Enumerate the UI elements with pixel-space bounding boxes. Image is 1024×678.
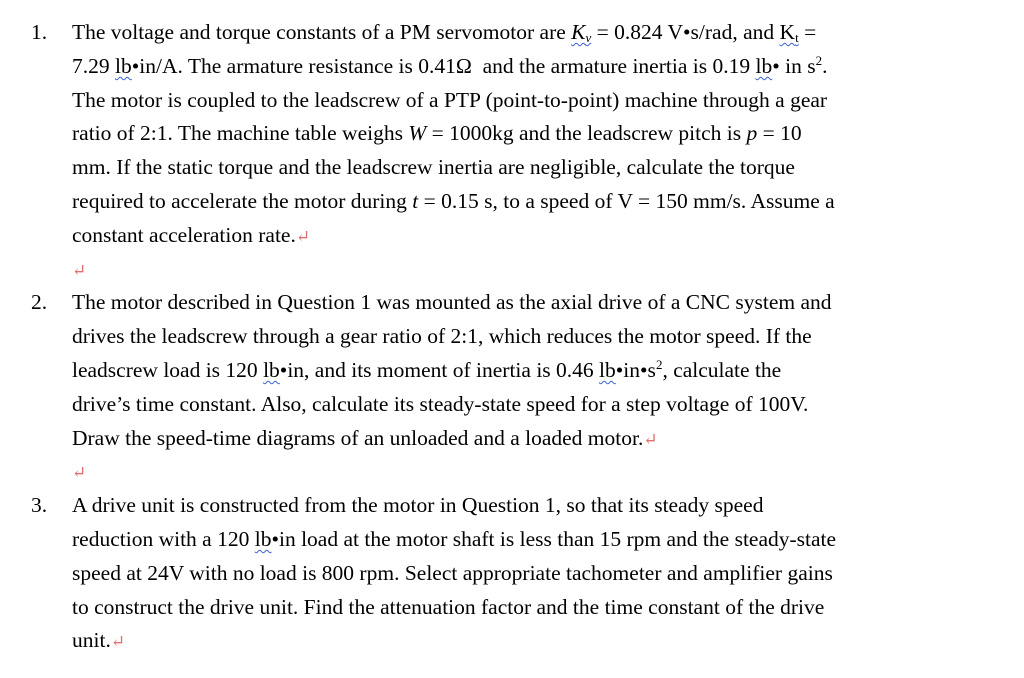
symbol-subscript: v: [585, 30, 592, 45]
question-3: [0, 489, 1024, 658]
text-run: unit.: [72, 628, 111, 653]
text-run: 7.29: [72, 53, 115, 78]
text-line[interactable]: [72, 219, 1024, 253]
text-run: .: [822, 53, 828, 78]
question-1: [0, 16, 1024, 286]
variable-symbol: t: [412, 188, 419, 213]
text-run: = 10: [757, 121, 802, 146]
superscript: 2: [655, 356, 663, 372]
text-run: =: [798, 20, 817, 44]
text-line[interactable]: [72, 16, 1024, 50]
question-number: 1.: [31, 20, 48, 44]
text-line[interactable]: [72, 50, 1024, 84]
text-line[interactable]: [72, 185, 1024, 219]
text-line[interactable]: [72, 591, 1024, 625]
spellcheck-flagged-word: lb: [254, 526, 272, 551]
text-run: •in, and its moment of inertia is 0.46: [279, 357, 600, 382]
text-line[interactable]: [72, 253, 1024, 287]
text-run: leadscrew load is 120: [72, 357, 264, 382]
question-2: [0, 286, 1024, 489]
text-line[interactable]: [72, 286, 1024, 320]
document-body: [0, 16, 1024, 658]
text-run: reduction with a 120: [72, 526, 255, 551]
text-run: A drive unit is constructed from the motor in Question 1, so that its steady speed: [72, 493, 764, 518]
text-line[interactable]: [72, 523, 1024, 557]
symbol-letter: K: [571, 20, 586, 44]
text-run: = 1000kg and the leadscrew pitch is: [426, 121, 747, 146]
paragraph-return-icon: ↵: [643, 429, 658, 449]
text-run: •in load at the motor shaft is less than 15 rpm and the steady-state: [271, 526, 837, 551]
text-line[interactable]: [72, 151, 1024, 185]
text-run: drive’s time constant. Also, calculate its steady-state speed for a step voltage of 100V.: [72, 391, 809, 416]
paragraph-return-icon: ↵: [72, 463, 87, 483]
text-run: , calculate the: [662, 357, 782, 382]
spellcheck-flagged-word: lb: [755, 53, 773, 78]
text-run: = 0.824 V•s/rad, and: [591, 20, 780, 44]
text-run: The motor described in Question 1 was mounted as the axial drive of a CNC system and: [72, 290, 832, 315]
spellcheck-flagged-word: lb: [599, 357, 616, 382]
paragraph-return-icon: ↵: [295, 226, 311, 246]
paragraph-return-icon: ↵: [72, 260, 87, 280]
text-run: The voltage and torque constants of a PM servomotor are: [72, 20, 572, 44]
symbol-letter: K: [779, 20, 796, 44]
text-run: = 0.15 s, to a speed of V = 150 mm/s. Assume a: [418, 188, 835, 213]
text-run: to construct the drive unit. Find the attenuation factor and the time constant of the drive: [72, 594, 825, 619]
torque-constant-symbol: [780, 20, 799, 44]
text-run: drives the leadscrew through a gear ratio of 2:1, which reduces the motor speed. If the: [72, 324, 812, 349]
text-line[interactable]: [72, 117, 1024, 151]
spellcheck-flagged-word: lb: [115, 53, 132, 78]
spellcheck-flagged-word: lb: [263, 357, 280, 382]
paragraph-return-icon: ↵: [110, 632, 126, 652]
question-number: 3.: [31, 493, 48, 518]
text-line[interactable]: [72, 489, 1024, 523]
text-line[interactable]: [72, 388, 1024, 422]
text-run: The motor is coupled to the leadscrew of a PTP (point-to-point) machine through a gear: [72, 87, 828, 112]
voltage-constant-symbol: [571, 20, 591, 44]
text-run: • in s: [772, 53, 816, 78]
text-run: Draw the speed-time diagrams of an unloaded and a loaded motor.: [72, 425, 644, 450]
text-run: •in/A. The armature resistance is 0.41Ω and the armature inertia is 0.19: [131, 53, 756, 78]
text-line[interactable]: [72, 624, 1024, 658]
text-line[interactable]: [72, 422, 1024, 456]
text-line[interactable]: [72, 354, 1024, 388]
text-run: ratio of 2:1. The machine table weighs: [72, 121, 409, 146]
text-run: speed at 24V with no load is 800 rpm. Select appropriate tachometer and amplifier gains: [72, 560, 833, 585]
text-run: mm. If the static torque and the leadscrew inertia are negligible, calculate the torque: [72, 155, 795, 180]
question-number: 2.: [31, 290, 48, 315]
text-line[interactable]: [72, 557, 1024, 591]
text-run: required to accelerate the motor during: [72, 188, 413, 213]
text-run: constant acceleration rate.: [72, 222, 296, 247]
variable-symbol: W: [408, 121, 427, 146]
text-line[interactable]: [72, 455, 1024, 489]
superscript: 2: [815, 52, 823, 68]
text-line[interactable]: [72, 320, 1024, 354]
variable-symbol: p: [746, 121, 758, 146]
text-run: •in•s: [615, 357, 656, 382]
text-line[interactable]: [72, 84, 1024, 118]
symbol-subscript: t: [795, 30, 799, 45]
